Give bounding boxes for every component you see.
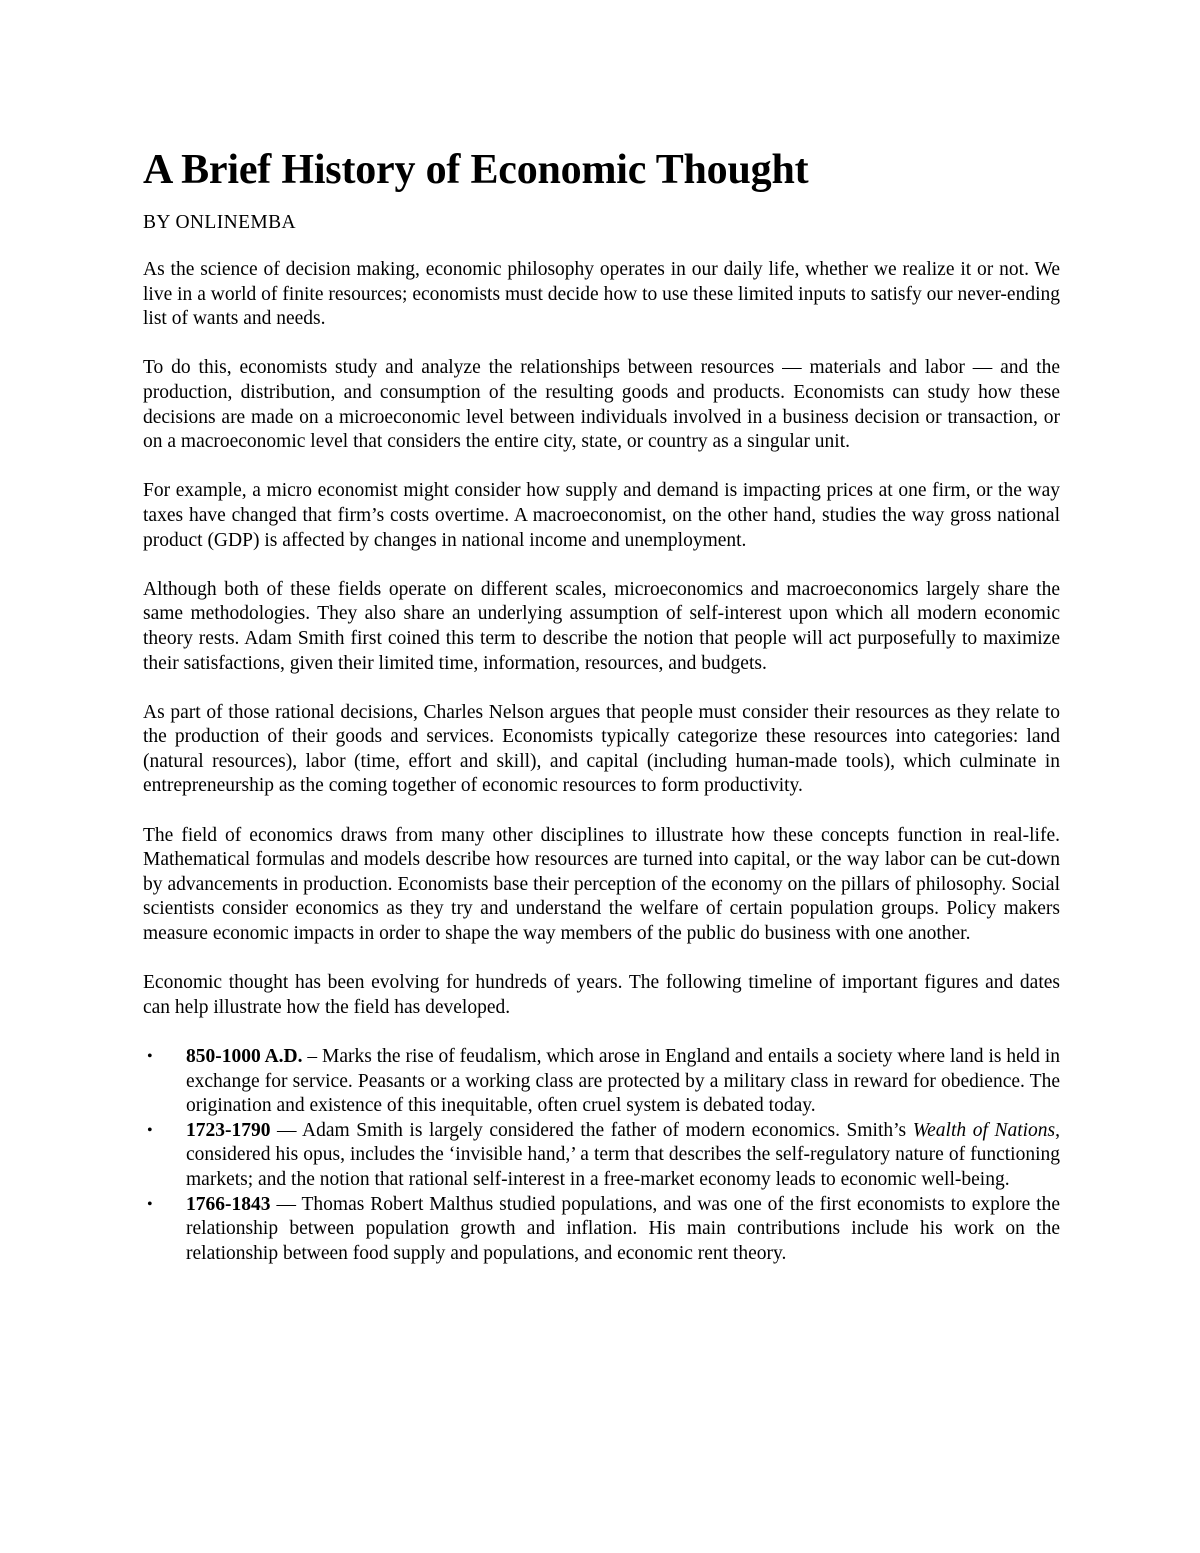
- timeline-date: 850-1000 A.D.: [186, 1046, 303, 1067]
- paragraph: Economic thought has been evolving for hundreds of years. The following timeline of important figures and dates can help illustrate how the field has developed.: [143, 972, 1060, 1018]
- paragraph: The field of economics draws from many other disciplines to illustrate how these concepts function in real-life. Mathematical formulas and models describe how resources are turned into capital, or the way labor can be cut-down by advancements in production. Economists base their perception of the economy on the pillars of philosophy. Social scientists consider economics as they try and understand the welfare of certain population groups. Policy makers measure economic impacts in order to shape the way members of the public do business with one another.: [143, 824, 1060, 945]
- timeline-item: [143, 1045, 1060, 1119]
- timeline-text: — Adam Smith is largely considered the father of modern economics. Smith’s: [270, 1119, 913, 1141]
- timeline-text: , considered his opus, includes the ‘invisible hand,’ a term that describes the self-regulatory nature of functioning markets; and the notion that rational self-interest in a free-market economy leads to economic well-being.: [186, 1119, 1060, 1190]
- byline: BY ONLINEMBA: [143, 212, 297, 233]
- work-title: Wealth of Nations: [912, 1119, 1056, 1141]
- bullet-icon: •: [147, 1048, 153, 1065]
- timeline-text: — Thomas Robert Malthus studied populations, and was one of the first economists to explore the relationship between population growth and inflation. His main contributions include his work on the relationship between food supply and populations, and economic rent theory.: [186, 1193, 1060, 1264]
- paragraph: As the science of decision making, economic philosophy operates in our daily life, whether we realize it or not. We live in a world of finite resources; economists must decide how to use these limited inputs to satisfy our never-ending list of wants and needs.: [143, 259, 1060, 330]
- bullet-icon: •: [147, 1121, 153, 1139]
- document-title: A Brief History of Economic Thought: [143, 147, 809, 193]
- document-page: [143, 140, 1060, 1266]
- timeline-text: – Marks the rise of feudalism, which arose in England and entails a society where land is held in exchange for service. Peasants or a working class are protected by a military class in reward for obedience. The origination and existence of this inequitable, often cruel system is debated today.: [186, 1046, 1060, 1117]
- timeline-list: [143, 1045, 1060, 1266]
- paragraph: For example, a micro economist might consider how supply and demand is impacting prices at one firm, or the way taxes have changed that firm’s costs overtime. A macroeconomist, on the other hand, studies the way gross national product (GDP) is affected by changes in national income and unemployment.: [143, 480, 1060, 551]
- timeline-date: 1766-1843: [186, 1193, 271, 1215]
- timeline-date: 1723-1790: [186, 1119, 271, 1141]
- timeline-item: [143, 1119, 1060, 1193]
- bullet-icon: •: [147, 1195, 153, 1213]
- paragraph: As part of those rational decisions, Charles Nelson argues that people must consider their resources as they relate to the production of their goods and services. Economists typically categorize these resources into categories: land (natural resources), labor (time, effort and skill), and capital (including human-made tools), which culminate in entrepreneurship as the coming together of economic resources to form productivity.: [143, 701, 1060, 797]
- timeline-item: [143, 1193, 1060, 1267]
- paragraph: To do this, economists study and analyze the relationships between resources — materials and labor — and the production, distribution, and consumption of the resulting goods and products. Economists can study how these decisions are made on a microeconomic level between individuals involved in a business decision or transaction, or on a macroeconomic level that considers the entire city, state, or country as a singular unit.: [143, 357, 1060, 453]
- paragraph: Although both of these fields operate on different scales, microeconomics and macroeconomics largely share the same methodologies. They also share an underlying assumption of self-interest upon which all modern economic theory rests. Adam Smith first coined this term to describe the notion that people will act purposefully to maximize their satisfactions, given their limited time, information, resources, and budgets.: [143, 578, 1060, 674]
